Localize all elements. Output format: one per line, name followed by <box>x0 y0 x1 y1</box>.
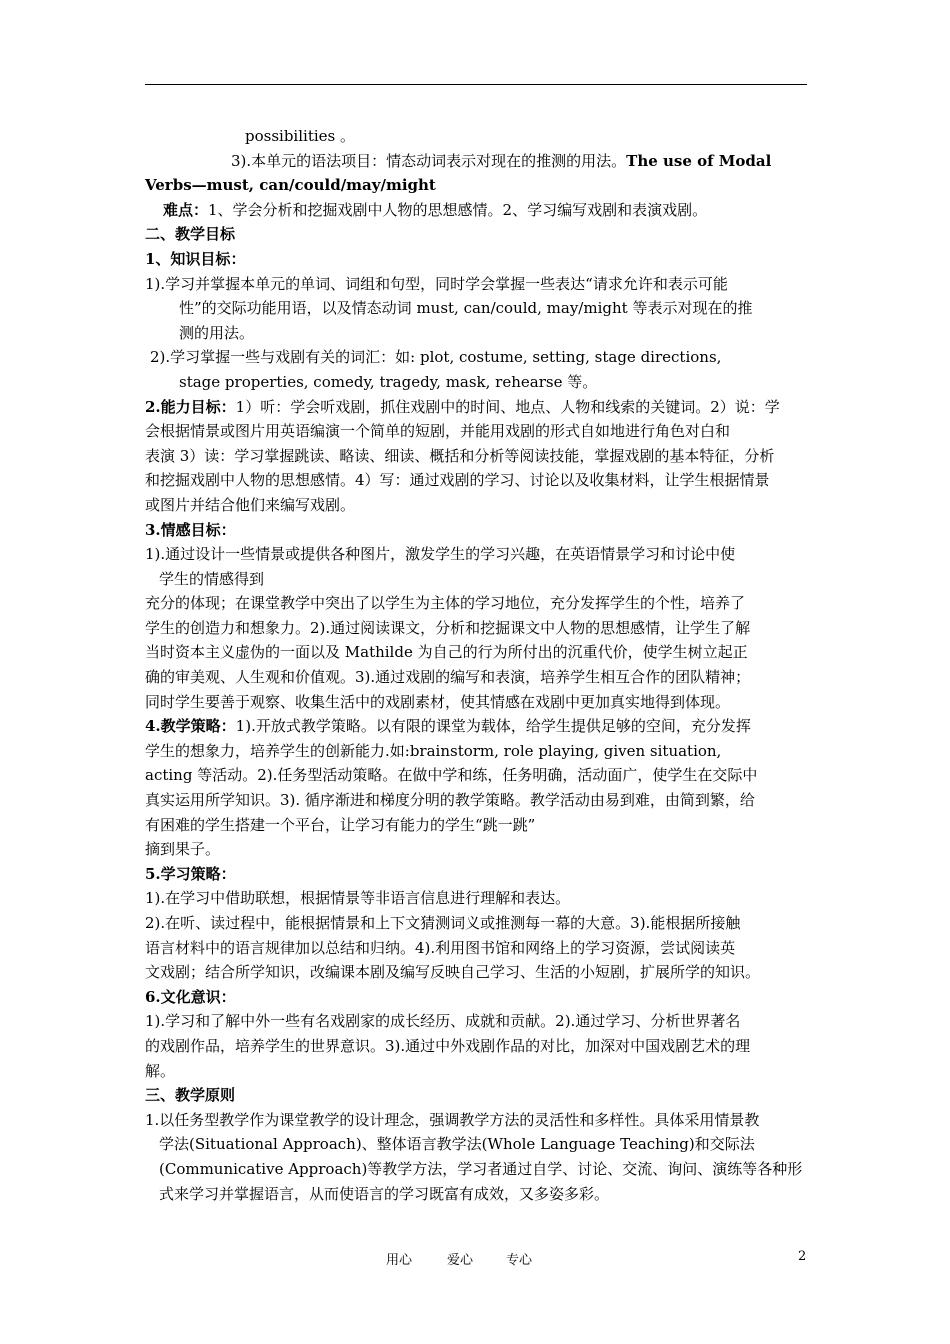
text-run: 和挖掘戏剧中人物的思想感情。4）写：通过戏剧的学习、讨论以及收集材料，让学生根据情景 <box>145 471 770 490</box>
text-line <box>145 345 810 370</box>
text-line <box>145 1034 810 1059</box>
text-run: 测的用法。 <box>179 323 255 342</box>
text-line <box>145 173 810 198</box>
text-line <box>145 370 810 395</box>
text-line <box>145 1108 810 1133</box>
bold-run: 4.教学策略： <box>145 717 236 736</box>
bold-run: 5.学习策略： <box>145 864 236 883</box>
text-run: 当时资本主义虚伪的一面以及 Mathilde 为自己的行为所付出的沉重代价，使学生树立起正 <box>145 643 748 662</box>
bold-run: 难点： <box>163 200 209 219</box>
text-line <box>145 419 810 444</box>
text-line <box>145 493 810 518</box>
text-run: acting 等活动。2).任务型活动策略。在做中学和练，任务明确，活动面广，使学生在交际中 <box>145 766 758 785</box>
text-line <box>145 296 810 321</box>
text-run: 学法(Situational Approach)、整体语言教学法(Whole Language Teaching)和交际法 <box>159 1135 755 1154</box>
text-line <box>145 911 810 936</box>
bold-run: Verbs—must, can/could/may/might <box>145 176 436 195</box>
text-line <box>145 395 810 420</box>
text-run: 表演 3）读：学习掌握跳读、略读、细读、概括和分析等阅读技能，掌握戏剧的基本特征，分析 <box>145 446 775 465</box>
text-line <box>145 149 810 174</box>
text-run: 1).在学习中借助联想，根据情景等非语言信息进行理解和表达。 <box>145 889 571 908</box>
text-run: 学生的想象力，培养学生的创新能力.如:brainstorm, role playing, given situation, <box>145 741 722 760</box>
text-line <box>145 567 810 592</box>
bold-run: 二、教学目标 <box>145 225 236 244</box>
text-line <box>145 198 810 223</box>
text-line <box>145 788 810 813</box>
text-line <box>145 1182 810 1207</box>
text-run: 同时学生要善于观察、收集生活中的戏剧素材，使其情感在戏剧中更加真实地得到体现。 <box>145 692 731 711</box>
bold-run: 2.能力目标： <box>145 397 236 416</box>
text-run: 1).开放式教学策略。以有限的课堂为载体，给学生提供足够的空间，充分发挥 <box>235 717 751 736</box>
page-footer <box>0 1249 950 1269</box>
text-run: 2).在听、读过程中，能根据情景和上下文猜测词义或推测每一幕的大意。3).能根据所接触 <box>145 914 741 932</box>
text-run: 有困难的学生搭建一个平台，让学习有能力的学生“跳一跳” <box>145 815 536 834</box>
text-line <box>145 518 810 543</box>
text-line <box>145 247 810 272</box>
text-line <box>145 763 810 788</box>
text-run: 1).学习和了解中外一些有名戏剧家的成长经历、成就和贡献。2).通过学习、分析世界著名 <box>145 1012 741 1031</box>
text-run: 性”的交际功能用语，以及情态动词 must, can/could, may/might 等表示对现在的推 <box>179 299 753 318</box>
text-line <box>145 936 810 961</box>
text-line <box>145 886 810 911</box>
text-run: 或图片并结合他们来编写戏剧。 <box>145 495 356 514</box>
text-run: 学生的创造力和想象力。2).通过阅读课文，分析和挖掘课文中人物的思想感情，让学生了解 <box>145 618 751 637</box>
text-run: possibilities 。 <box>245 127 355 145</box>
text-run: 摘到果子。 <box>145 840 221 859</box>
text-run: 1、学会分析和挖掘戏剧中人物的思想感情。2、学习编写戏剧和表演戏剧。 <box>208 200 708 219</box>
text-line <box>145 272 810 297</box>
text-run: 式来学习并掌握语言，从而使语言的学习既富有成效，又多姿多彩。 <box>159 1184 610 1203</box>
header-rule <box>145 84 807 85</box>
text-run: 2).学习掌握一些与戏剧有关的词汇：如: plot, costume, setting, stage directions, <box>150 348 722 367</box>
document-body <box>145 124 810 1206</box>
text-line <box>145 739 810 764</box>
text-line <box>145 714 810 739</box>
text-run: 学生的情感得到 <box>159 569 265 588</box>
text-line <box>145 616 810 641</box>
bold-run: 三、教学原则 <box>145 1086 236 1105</box>
text-run: 1).学习并掌握本单元的单词、词组和句型，同时学会掌握一些表达“请求允许和表示可能 <box>145 274 728 293</box>
text-line <box>145 690 810 715</box>
footer-motto-3: 专心 <box>506 1253 533 1268</box>
bold-run: The use of Modal <box>626 151 772 170</box>
footer-motto-1: 用心 <box>386 1253 413 1268</box>
text-line <box>145 468 810 493</box>
text-run: 3).本单元的语法项目：情态动词表示对现在的推测的用法。 <box>231 151 627 170</box>
text-line <box>145 640 810 665</box>
text-run: 文戏剧；结合所学知识，改编课本剧及编写反映自己学习、生活的小短剧，扩展所学的知识。 <box>145 963 761 982</box>
bold-run: 6.文化意识： <box>145 987 236 1006</box>
text-line <box>145 591 810 616</box>
text-run: 1.以任务型教学作为课堂教学的设计理念，强调教学方法的灵活性和多样性。具体采用情景教 <box>145 1110 760 1129</box>
text-line <box>145 444 810 469</box>
text-line <box>145 542 810 567</box>
footer-motto-2: 爱心 <box>447 1253 474 1268</box>
bold-run: 1、知识目标： <box>145 249 246 268</box>
text-line <box>145 837 810 862</box>
text-run: 充分的体现；在课堂教学中突出了以学生为主体的学习地位，充分发挥学生的个性，培养了 <box>145 594 746 613</box>
text-line <box>145 960 810 985</box>
text-run: 真实运用所学知识。3). 循序渐进和梯度分明的教学策略。教学活动由易到难，由简到繁，给 <box>145 791 755 810</box>
text-line <box>145 1083 810 1108</box>
text-line <box>145 222 810 247</box>
text-line <box>145 813 810 838</box>
text-run: stage properties, comedy, tragedy, mask, rehearse 等。 <box>179 372 598 391</box>
text-line <box>145 321 810 346</box>
text-line <box>145 1059 810 1084</box>
bold-run: 3.情感目标： <box>145 520 236 539</box>
text-run: 确的审美观、人生观和价值观。3).通过戏剧的编写和表演，培养学生相互合作的团队精神； <box>145 668 751 687</box>
text-line <box>145 1157 810 1182</box>
text-run: 的戏剧作品，培养学生的世界意识。3).通过中外戏剧作品的对比，加深对中国戏剧艺术的理 <box>145 1036 751 1055</box>
text-run: (Communicative Approach)等教学方法，学习者通过自学、讨论、交流、询问、演练等各种形 <box>159 1159 803 1178</box>
text-line <box>145 665 810 690</box>
text-run: 1).通过设计一些情景或提供各种图片，激发学生的学习兴趣，在英语情景学习和讨论中使 <box>145 545 736 564</box>
text-line <box>145 1009 810 1034</box>
text-run: 解。 <box>145 1061 176 1080</box>
text-run: 语言材料中的语言规律加以总结和归纳。4).利用图书馆和网络上的学习资源，尝试阅读英 <box>145 938 736 957</box>
text-run: 1）听：学会听戏剧，抓住戏剧中的时间、地点、人物和线索的关键词。2）说：学 <box>235 397 780 416</box>
text-run: 会根据情景或图片用英语编演一个简单的短剧，并能用戏剧的形式自如地进行角色对白和 <box>145 422 731 441</box>
text-line <box>145 862 810 887</box>
text-line <box>145 985 810 1010</box>
text-line <box>145 1132 810 1157</box>
page-number: 2 <box>798 1249 807 1264</box>
text-line <box>145 124 810 149</box>
